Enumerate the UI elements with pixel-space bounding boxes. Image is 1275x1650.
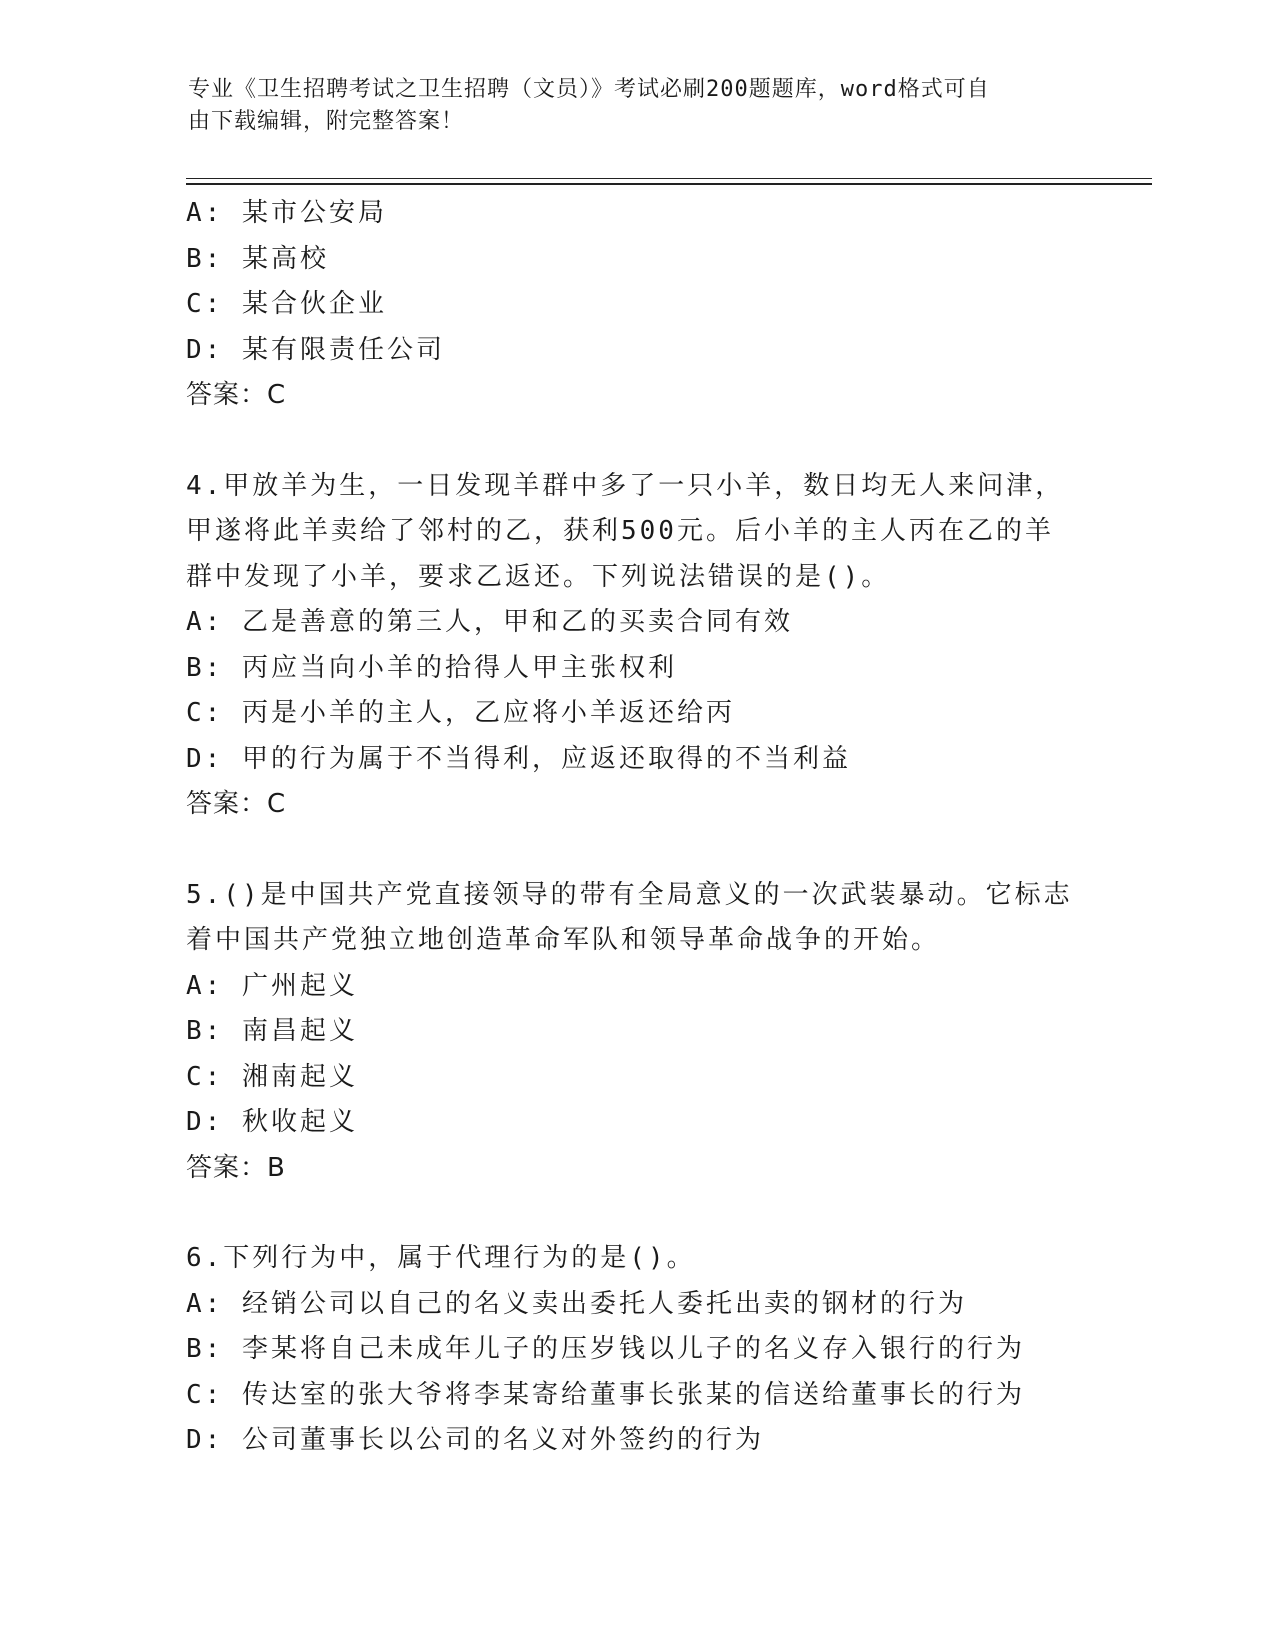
question-stem-line: 4.甲放羊为生，一日发现羊群中多了一只小羊，数日均无人来问津， bbox=[186, 470, 1065, 501]
option-d: D: 公司董事长以公司的名义对外签约的行为 bbox=[186, 1425, 764, 1455]
document-body bbox=[186, 191, 1146, 1464]
option-c: C: 某合伙企业 bbox=[186, 289, 387, 319]
option-c: C: 湘南起义 bbox=[186, 1061, 358, 1092]
option-a: A: 经销公司以自己的名义卖出委托人委托出卖的钢材的行为 bbox=[186, 1288, 967, 1319]
option-a: A: 乙是善意的第三人，甲和乙的买卖合同有效 bbox=[186, 607, 793, 637]
spacer bbox=[186, 419, 1146, 464]
header-rule-thin bbox=[186, 178, 1152, 179]
header-line-1: 专业《卫生招聘考试之卫生招聘（文员）》考试必刷200题题库，word格式可自 bbox=[188, 77, 990, 102]
document-header bbox=[188, 74, 1068, 138]
option-b: B: 南昌起义 bbox=[186, 1016, 358, 1046]
question-stem-line: 5.()是中国共产党直接领导的带有全局意义的一次武装暴动。它标志 bbox=[186, 879, 1073, 910]
question-3 bbox=[186, 191, 1146, 419]
option-d: D: 甲的行为属于不当得利，应返还取得的不当利益 bbox=[186, 743, 851, 774]
answer: 答案：B bbox=[186, 1152, 286, 1183]
question-4 bbox=[186, 464, 1146, 828]
spacer bbox=[186, 1191, 1146, 1236]
question-5 bbox=[186, 873, 1146, 1192]
answer: 答案：C bbox=[186, 789, 287, 819]
header-rule-thick bbox=[186, 183, 1152, 185]
header-line-2: 由下载编辑，附完整答案！ bbox=[188, 109, 465, 134]
question-stem-line: 甲遂将此羊卖给了邻村的乙，获利500元。后小羊的主人丙在乙的羊 bbox=[186, 516, 1054, 546]
question-stem-line: 着中国共产党独立地创造革命军队和领导革命战争的开始。 bbox=[186, 925, 941, 955]
question-stem-line: 6.下列行为中，属于代理行为的是()。 bbox=[186, 1243, 696, 1273]
option-c: C: 传达室的张大爷将李某寄给董事长张某的信送给董事长的行为 bbox=[186, 1379, 1025, 1410]
option-d: D: 秋收起义 bbox=[186, 1107, 358, 1137]
question-stem-line: 群中发现了小羊，要求乙返还。下列说法错误的是()。 bbox=[186, 561, 891, 592]
option-b: B: 丙应当向小羊的拾得人甲主张权利 bbox=[186, 652, 677, 683]
option-b: B: 李某将自己未成年儿子的压岁钱以儿子的名义存入银行的行为 bbox=[186, 1334, 1025, 1364]
answer: 答案：C bbox=[186, 380, 287, 410]
question-6 bbox=[186, 1236, 1146, 1464]
option-a: A: 广州起义 bbox=[186, 970, 358, 1001]
option-c: C: 丙是小羊的主人，乙应将小羊返还给丙 bbox=[186, 698, 735, 728]
option-b: B: 某高校 bbox=[186, 243, 329, 274]
option-a: A: 某市公安局 bbox=[186, 198, 387, 228]
spacer bbox=[186, 828, 1146, 873]
option-d: D: 某有限责任公司 bbox=[186, 334, 445, 365]
